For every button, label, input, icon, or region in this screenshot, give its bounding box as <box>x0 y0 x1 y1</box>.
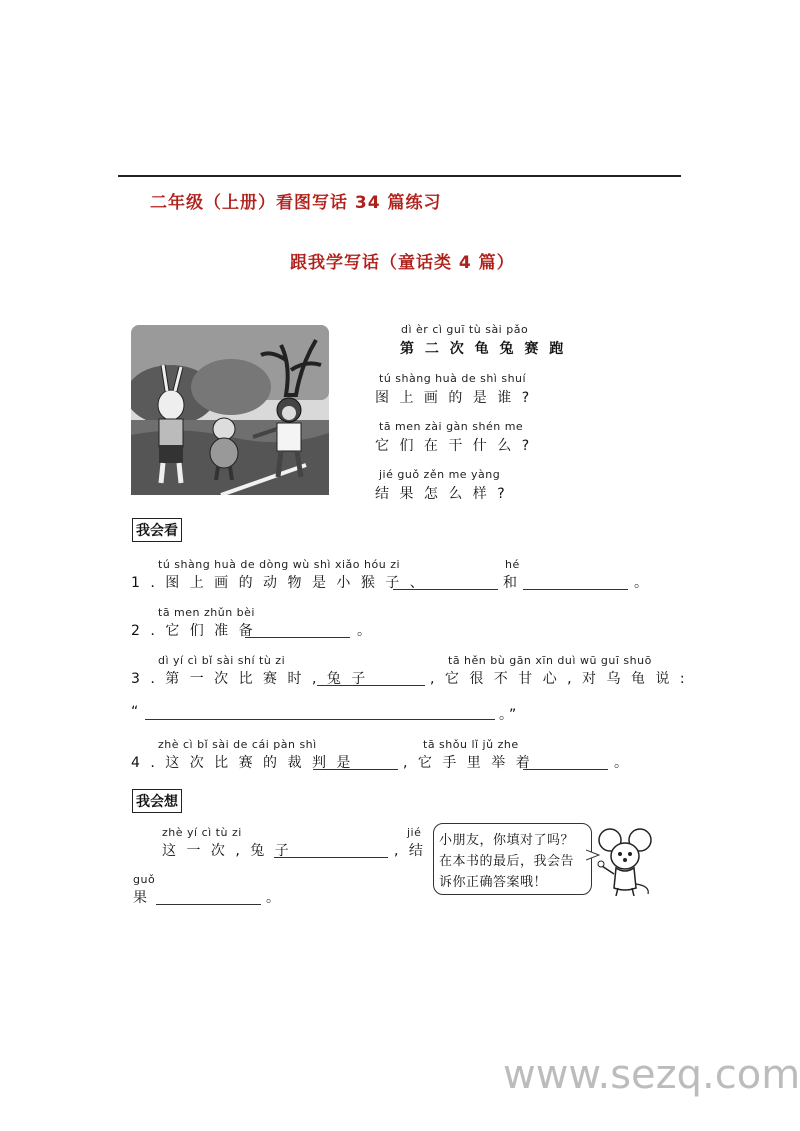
item-3-quote-close: 。” <box>499 707 520 723</box>
item-1-blank-a[interactable] <box>393 575 498 590</box>
item-4-blank-a[interactable] <box>313 755 398 770</box>
speech-line-3: 诉你正确答案哦！ <box>439 875 548 890</box>
item-3-text: 3 . 第 一 次 比 赛 时 , 兔 子 <box>131 671 369 687</box>
think-text: 这 一 次 , 兔 子 <box>162 843 292 859</box>
item-1-he: 和 <box>503 575 520 591</box>
question-1-pinyin: tú shàng huà de shì shuí <box>379 372 527 385</box>
item-1-blank-b[interactable] <box>523 575 628 590</box>
item-2-text: 2 . 它 们 准 备 <box>131 623 256 639</box>
item-2-blank[interactable] <box>245 623 350 638</box>
story-title-pinyin: dì èr cì guī tù sài pǎo <box>401 323 529 336</box>
think-pinyin-guo: guǒ <box>133 873 156 886</box>
think-text-jie: , 结 <box>394 843 426 859</box>
think-blank-a[interactable] <box>274 843 388 858</box>
think-pinyin: zhè yí cì tù zi <box>162 826 242 839</box>
question-1: 图 上 画 的 是 谁 ? <box>375 390 533 406</box>
section-think-label: 我会想 <box>132 789 182 813</box>
item-4-text: 4 . 这 次 比 赛 的 裁 判 是 <box>131 755 354 771</box>
item-4-end: 。 <box>614 755 631 771</box>
top-rule <box>118 175 681 177</box>
item-3-blank-quote[interactable] <box>145 705 495 720</box>
item-1-pinyin: tú shàng huà de dòng wù shì xiǎo hóu zi <box>158 558 401 571</box>
item-4-pinyin: zhè cì bǐ sài de cái pàn shì <box>158 738 317 751</box>
question-2-pinyin: tā men zài gàn shén me <box>379 420 524 433</box>
question-2: 它 们 在 干 什 么 ? <box>375 438 533 454</box>
item-2-end: 。 <box>357 623 374 639</box>
item-3-pinyin: dì yí cì bǐ sài shí tù zi <box>158 654 286 667</box>
think-text-guo: 果 <box>133 890 150 906</box>
section-title: 跟我学写话（童话类 4 篇） <box>290 253 515 273</box>
think-end: 。 <box>266 890 283 906</box>
item-3-blank-a[interactable] <box>317 671 425 686</box>
item-3-quote-open: “ <box>131 704 142 720</box>
document-title: 二年级（上册）看图写话 34 篇练习 <box>150 193 442 213</box>
item-4-blank-b[interactable] <box>523 755 608 770</box>
item-2-pinyin: tā men zhǔn bèi <box>158 606 255 619</box>
watermark: www.sezq.com <box>503 1052 800 1098</box>
think-blank-b[interactable] <box>156 890 261 905</box>
question-3-pinyin: jié guǒ zěn me yàng <box>379 468 501 481</box>
item-3-pinyin-2: tā hěn bù gān xīn duì wū guī shuō <box>448 654 652 667</box>
speech-line-1: 小朋友，你填对了吗？ <box>439 833 575 848</box>
mouse-mascot-icon <box>594 826 656 898</box>
speech-line-2: 在本书的最后，我会告 <box>439 854 575 869</box>
story-title: 第 二 次 龟 兔 赛 跑 <box>400 341 567 357</box>
story-illustration <box>131 325 329 495</box>
item-3-text-2: , 它 很 不 甘 心 , 对 乌 龟 说 : <box>430 671 688 687</box>
think-pinyin-jie: jié <box>407 826 422 839</box>
item-1-end: 。 <box>634 575 651 591</box>
question-3: 结 果 怎 么 样 ? <box>375 486 508 502</box>
item-4-pinyin-2: tā shǒu lǐ jǔ zhe <box>423 738 519 751</box>
item-1-pinyin-he: hé <box>505 558 520 571</box>
item-1-text: 1 . 图 上 画 的 动 物 是 小 猴 子 、 <box>131 575 427 591</box>
section-look-label: 我会看 <box>132 518 182 542</box>
item-4-text-2: , 它 手 里 举 着 <box>403 755 533 771</box>
